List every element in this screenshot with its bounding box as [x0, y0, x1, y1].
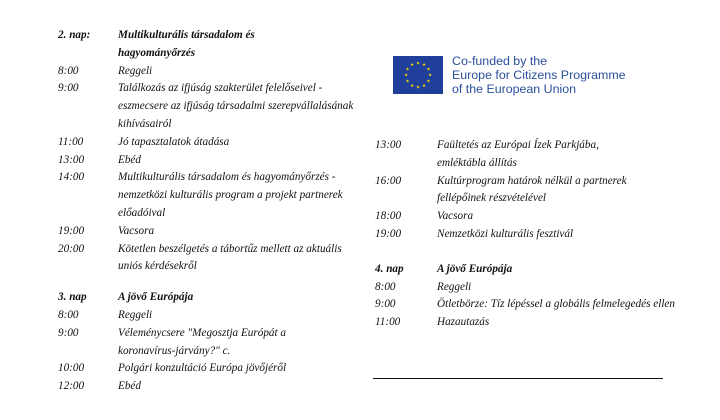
schedule-row — [58, 223, 358, 241]
activity: Kultúrprogram határok nélkül a partnerek fellépőinek részvételével — [437, 174, 627, 205]
schedule-row — [58, 152, 358, 170]
activity: Vacsora — [437, 210, 474, 223]
eu-star-icon: ★ — [409, 83, 415, 89]
activity: Nemzetközi kulturális fesztivál — [437, 227, 574, 240]
eu-text-line2: Europe for Citizens Programme — [452, 68, 626, 82]
time: 8:00 — [375, 280, 396, 293]
schedule-row — [58, 80, 358, 133]
time: 9:00 — [375, 298, 396, 311]
day3-title: A jövő Európája — [118, 291, 194, 304]
activity: Reggeli — [437, 280, 472, 293]
day4-title: A jövő Európája — [437, 262, 513, 275]
schedule-row — [375, 296, 675, 314]
schedule-row — [58, 378, 358, 396]
activity: Hazautazás — [437, 316, 490, 329]
time: 16:00 — [375, 174, 402, 187]
eu-star-icon: ★ — [421, 83, 427, 89]
activity: Ebéd — [118, 153, 141, 166]
activity: Véleménycsere "Megosztja Európát a koronavírus-járvány?" c. — [118, 326, 287, 357]
time: 18:00 — [375, 210, 402, 223]
day2-header — [58, 27, 358, 63]
schedule-row — [58, 360, 358, 378]
schedule-row — [375, 226, 675, 244]
activity: Faültetés az Európai Ízek Parkjába, emléktábla állítás — [437, 139, 599, 169]
right-column — [375, 0, 675, 332]
activity: Vacsora — [118, 224, 155, 237]
time: 13:00 — [375, 139, 402, 151]
time: 12:00 — [58, 380, 85, 393]
time: 11:00 — [58, 135, 84, 148]
activity: Reggeli — [118, 308, 153, 321]
schedule-row — [375, 279, 675, 297]
time: 20:00 — [58, 242, 85, 255]
schedule-row — [58, 169, 358, 222]
eu-star-icon: ★ — [415, 85, 421, 91]
time: 8:00 — [58, 64, 79, 77]
schedule-row — [58, 325, 358, 361]
schedule-row — [58, 307, 358, 325]
time: 13:00 — [58, 153, 85, 166]
time: 11:00 — [375, 316, 401, 329]
day4-label: 4. nap — [375, 262, 404, 275]
schedule-row — [58, 134, 358, 152]
schedule-row — [375, 137, 675, 173]
eu-star-icon: ★ — [426, 67, 431, 73]
eu-star-icon: ★ — [405, 79, 410, 85]
time: 19:00 — [58, 224, 85, 237]
activity: Ebéd — [118, 380, 141, 393]
eu-star-icon: ★ — [415, 61, 421, 67]
left-column — [58, 0, 358, 396]
schedule-row — [375, 314, 675, 332]
time: 19:00 — [375, 227, 402, 240]
eu-star-icon: ★ — [405, 67, 410, 73]
time: 14:00 — [58, 171, 85, 184]
day3-label: 3. nap — [58, 291, 87, 304]
activity: Reggeli — [118, 64, 153, 77]
activity: Ötletbörze: Tíz lépéssel a globális felmelegedés ellen — [437, 298, 675, 311]
day4-header — [375, 261, 675, 279]
time: 9:00 — [58, 326, 79, 339]
schedule-row — [375, 208, 675, 226]
schedule-row — [58, 63, 358, 81]
eu-star-icon: ★ — [426, 79, 431, 85]
time: 9:00 — [58, 82, 79, 95]
day2-title: Multikulturális társadalom és hagyományőrzés — [118, 29, 255, 59]
eu-star-icon: ★ — [409, 63, 415, 69]
eu-star-icon: ★ — [427, 73, 433, 79]
activity: Jó tapasztalatok átadása — [118, 135, 230, 148]
activity: Multikulturális társadalom és hagyományőrzés - nemzetközi kulturális program a projekt partnerek előadóival — [118, 171, 343, 219]
day2-label: 2. nap: — [58, 29, 91, 41]
footer-divider — [373, 378, 663, 379]
activity: Polgári konzultáció Európa jövőjéről — [118, 362, 287, 375]
activity: Találkozás az ifjúság szakterület felelőseivel - eszmecsere az ifjúság társadalmi szerepvállalásának kihívásairól — [118, 82, 354, 130]
schedule-row — [375, 173, 675, 209]
eu-star-icon: ★ — [403, 73, 409, 79]
eu-text-line3: of the European Union — [452, 82, 576, 96]
time: 10:00 — [58, 362, 85, 375]
activity: Kötetlen beszélgetés a tábortűz mellett az aktuális uniós kérdésekről — [118, 242, 342, 273]
schedule-row — [58, 241, 358, 277]
eu-text-line1: Co-funded by the — [452, 54, 548, 68]
day3-header — [58, 289, 358, 307]
eu-star-icon: ★ — [421, 63, 427, 69]
time: 8:00 — [58, 308, 79, 321]
